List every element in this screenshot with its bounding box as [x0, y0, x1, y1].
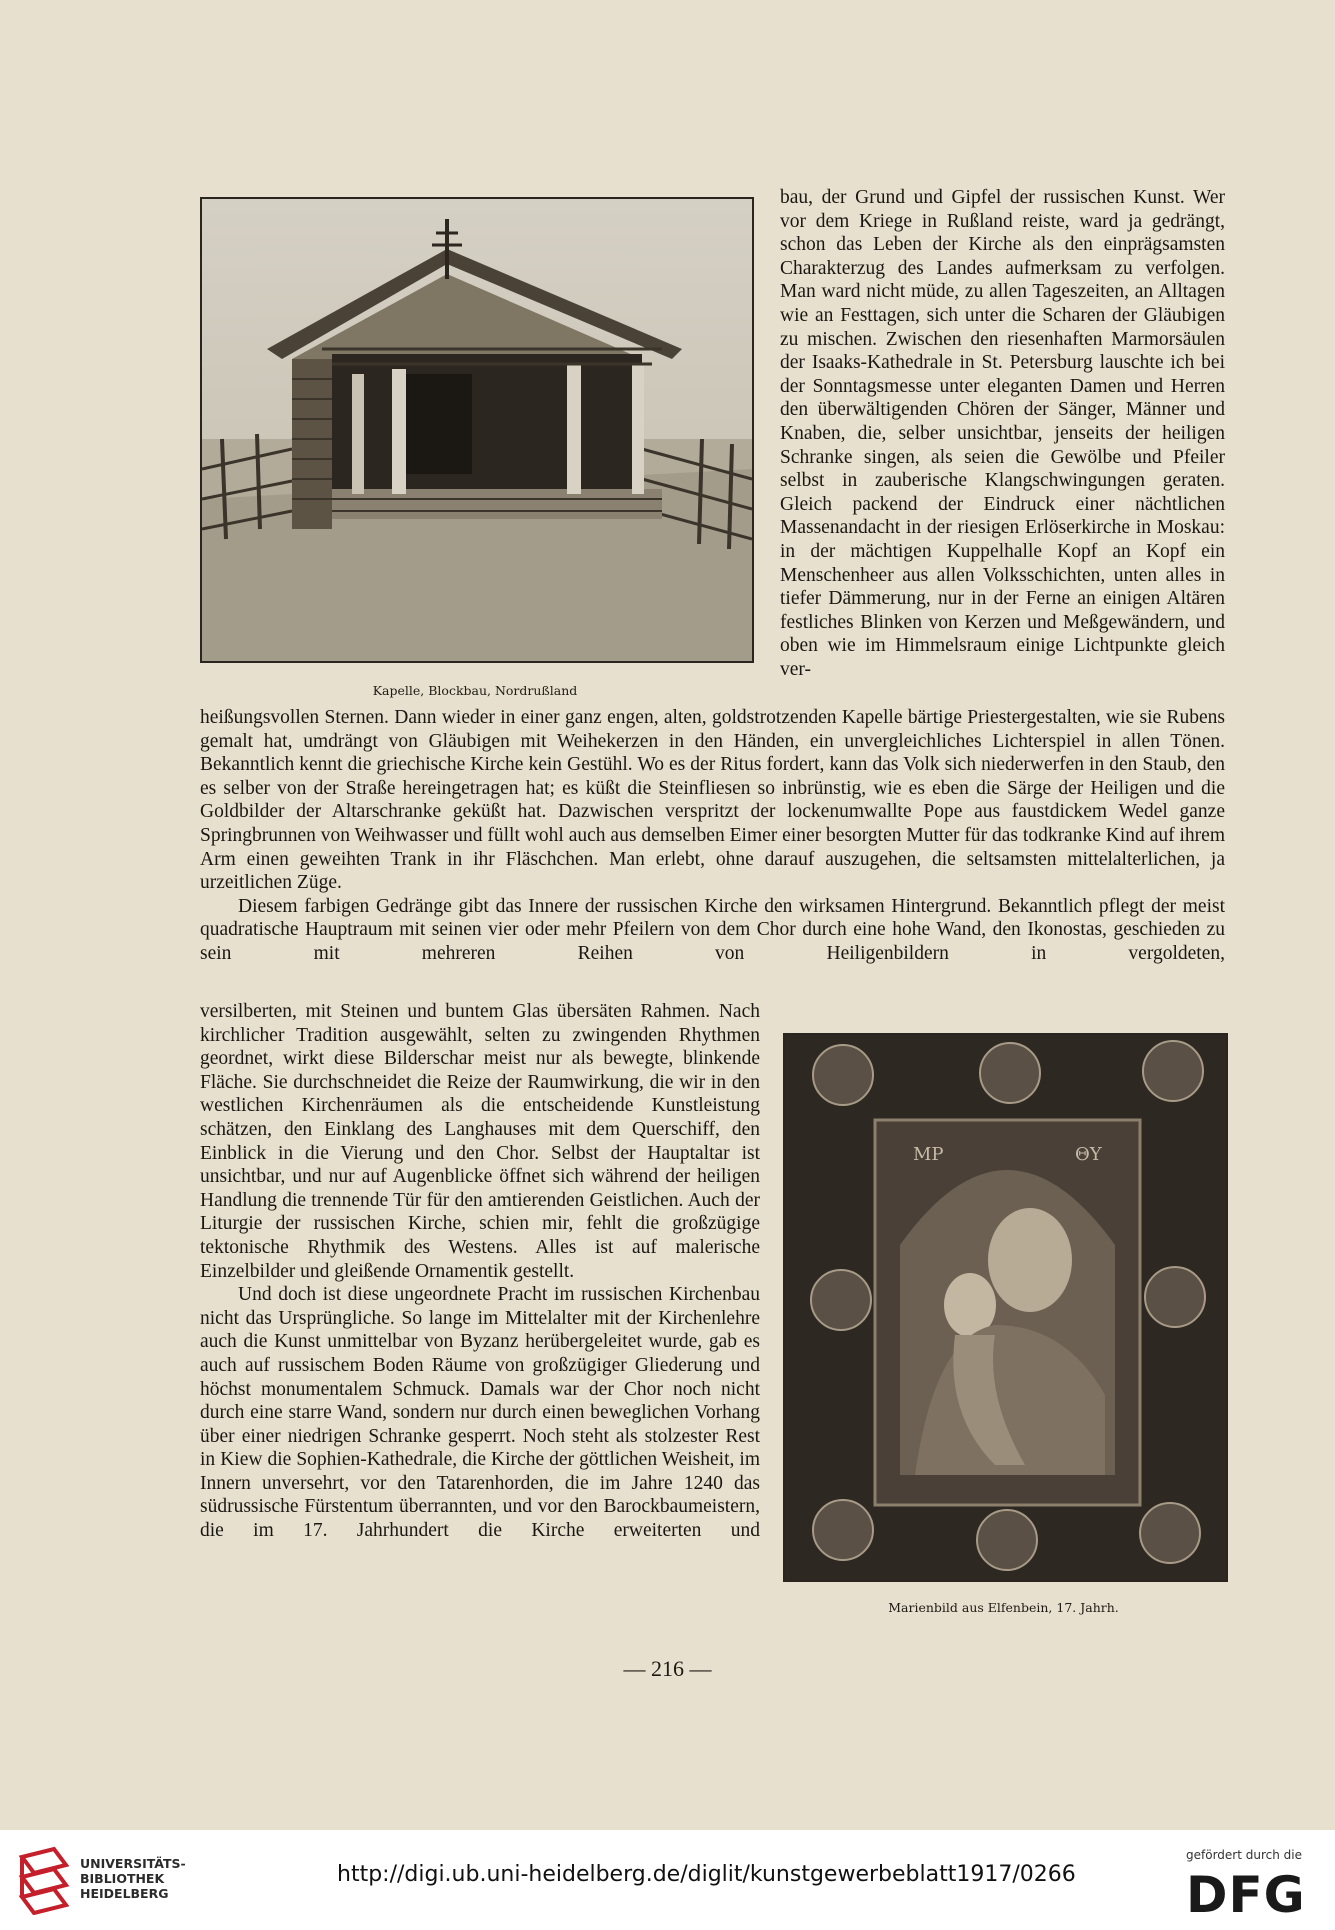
madonna-caption: Marienbild aus Elfenbein, 17. Jahrh.	[888, 1600, 1119, 1615]
dfg-logo[interactable]: DFG	[1186, 1866, 1306, 1924]
svg-text:ΘΥ: ΘΥ	[1075, 1144, 1102, 1165]
ivory-madonna-photo	[783, 1033, 1228, 1582]
university-library-logo-icon[interactable]	[14, 1845, 74, 1915]
log-chapel-illustration	[202, 199, 752, 661]
svg-text:MP: MP	[913, 1144, 944, 1165]
paragraph: Diesem farbigen Gedränge gibt das Innere der russischen Kirche den wirksamen Hintergrund. Bekanntlich pflegt der meist quadratische Hauptraum mit seinen vier oder mehr Pfeilern von dem Chor durch eine hohe Wand, den Ikonostas, geschieden zu sein mit mehreren Reihen von Heiligenbildern in vergoldeten,	[200, 895, 1225, 964]
paragraph: Und doch ist diese ungeordnete Pracht im russischen Kirchenbau nicht das Ursprüngliche. So lange im Mittelalter mit der Kirchenlehre auch die Kunst unmittelbar von Byzanz herübergeleitet wurde, gab es auch auf russischem Boden Räume von großzügiger Gliederung und höchst monumentalem Schmuck. Damals war der Chor noch nicht durch eine starre Wand, sondern nur durch einen beweglichen Vorhang über einer niedrigen Schranke gesperrt. Noch steht als stolzester Rest in Kiew die Sophien-Kathedrale, die Kirche der göttlichen Weisheit, im Innern unversehrt, vor den Tatarenhorden, die im Jahre 1240 das südrussische Fürstentum überrannten, und vor den Barockbaumeistern, die im 17. Jahrhundert die Kirche erweiterten und	[200, 1284, 760, 1542]
full-width-text	[200, 706, 1225, 966]
paragraph: bau, der Grund und Gipfel der russischen Kunst. Wer vor dem Kriege in Rußland reiste, ward ja gedrängt, schon das Leben der Kirche als den einprägsamsten Charakterzug des Landes aufmerksam zu verfolgen. Man ward nicht müde, zu allen Tageszeiten, an Alltagen wie an Festtagen, sich unter die Scharen der Gläubigen zu mischen. Zwischen den riesenhaften Marmorsäulen der Isaaks-Kathedrale in St. Petersburg lauschte ich bei der Sonntagsmesse unter eleganten Damen und Herren den überwältigenden Chören der Sänger, Männer und Knaben, die, selber unsichtbar, jenseits der heiligen Schranke singen, als seien die Gewölbe und Pfeiler selbst in zauberische Klangschwingungen geraten. Gleich packend der Eindruck einer nächtlichen Massenandacht in der riesigen Erlöserkirche in Moskau: in der mächtigen Kuppelhalle Kopf an Kopf ein Menschenheer aus allen Volksschichten, unten alles in tiefer Dämmerung, nur in der Ferne an einigen Altären festliches Blinken von Kerzen und Meßgewändern, und oben wie im Himmelsraum einige Lichtpunkte gleich ver-	[780, 187, 1225, 680]
university-library-name[interactable]: UNIVERSITÄTS- BIBLIOTHEK HEIDELBERG	[80, 1856, 186, 1901]
chapel-photo	[200, 197, 754, 663]
paragraph: versilberten, mit Steinen und buntem Glas übersäten Rahmen. Nach kirchlicher Tradition ausgewählt, selten zu zwingenden Rhythmen geordnet, wirkt diese Bilderschar meist nur als bewegte, blinkende Fläche. Sie durchschneidet die Reize der Raumwirkung, die wir in den westlichen Kirchenräumen als die entscheidende Kunstleistung schätzen, den Einklang des Langhauses mit dem Querschiff, den Einblick in die Vierung und den Chor. Selbst der Hauptaltar ist unsichtbar, und nur auf Augenblicke öffnet sich während der heiligen Handlung die trennende Tür für den amtierenden Geistlichen. Auch der Liturgie der russischen Kirche, schien mir, fehlt die großzügige tektonische Rhythmik des Westens. Alles ist auf malerische Einzelbilder und gleißende Ornamentik gestellt.	[200, 1001, 760, 1282]
viewer-footer	[0, 1830, 1335, 1930]
left-column-bottom-text	[200, 1000, 760, 1543]
sponsor-label: gefördert durch die	[1186, 1848, 1302, 1862]
permalink-url[interactable]: http://digi.ub.uni-heidelberg.de/diglit/kunstgewerbeblatt1917/0266	[337, 1862, 1076, 1887]
paragraph: heißungsvollen Sternen. Dann wieder in einer ganz engen, alten, goldstrotzenden Kapelle bärtige Priestergestalten, wie sie Rubens gemalt hat, umdrängt von Gläubigen mit Weihekerzen in den Händen, ein unvergleichliches Lichterspiel in allen Tönen. Bekanntlich kennt die griechische Kirche kein Gestühl. Wo es der Ritus fordert, kann das Volk sich niederwerfen in den Staub, den es selber von der Straße hereingetragen hat; es küßt die Steinfliesen so inbrünstig, wie es eben die Särge der Heiligen und die Goldbilder der Altarschranke geküßt hat. Dazwischen verspritzt der lockenumwallte Pope aus faustdickem Wedel ganze Springbrunnen von Weihwasser und füllt wohl auch aus demselben Eimer einer besorgten Mutter für das todkranke Kind auf ihrem Arm einen geweihten Trank in ihr Fläschchen. Man erlebt, ohne darauf auszugehen, die seltsamsten mittelalterlichen, ja urzeitlichen Züge.	[200, 707, 1225, 894]
page-number: — 216 —	[623, 1656, 712, 1681]
madonna-icon-illustration	[785, 1035, 1226, 1580]
right-column-top-text	[780, 186, 1225, 681]
chapel-caption: Kapelle, Blockbau, Nordrußland	[372, 683, 578, 698]
